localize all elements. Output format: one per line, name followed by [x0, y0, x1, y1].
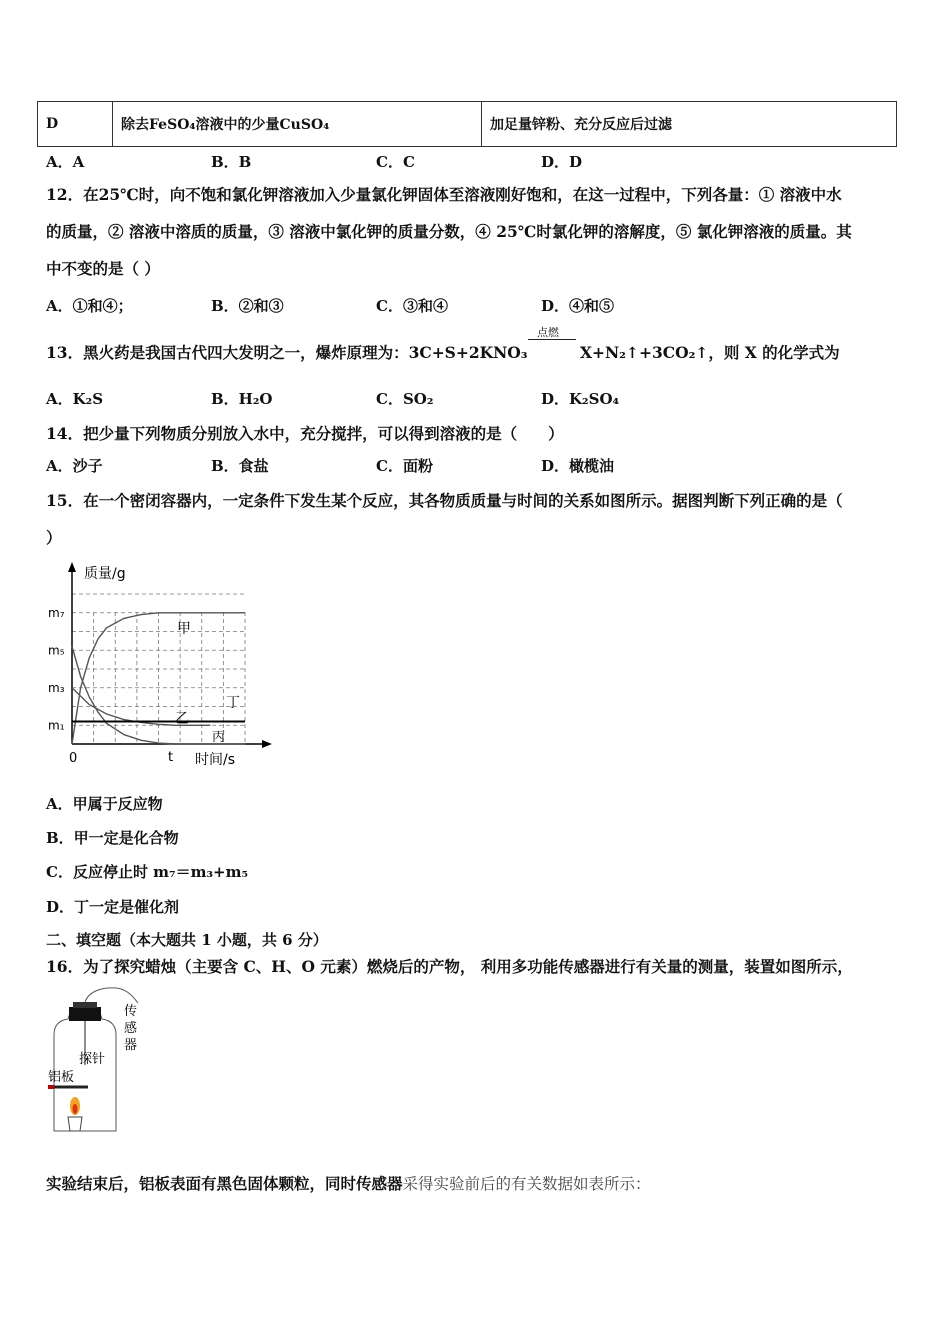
- y-axis-arrow: [68, 562, 76, 572]
- conclusion-bold: 实验结束后，铝板表面有黑色固体颗粒，同时传感器: [46, 1174, 403, 1193]
- option-c[interactable]: C．③和④: [376, 297, 448, 315]
- q13-prefix: 13．黑火药是我国古代四大发明之一，爆炸原理为：3C+S+2KNO₃: [46, 343, 528, 362]
- x-axis-arrow: [262, 740, 272, 748]
- y-tick-m7: m₇: [48, 605, 65, 620]
- table-row: [38, 102, 897, 147]
- option-b[interactable]: B．H₂O: [211, 390, 273, 408]
- series-label-yi: 乙: [175, 711, 189, 727]
- apparatus-diagram: [44, 985, 154, 1135]
- conclusion-normal: 采得实验前后的有关数据如表所示：: [402, 1175, 651, 1193]
- option-b[interactable]: B．B: [211, 153, 252, 171]
- option-c[interactable]: C．SO₂: [376, 390, 434, 408]
- series-label-jia: 甲: [177, 621, 191, 637]
- plate-label: 铝板: [48, 1070, 75, 1085]
- q15-option-d[interactable]: D．丁一定是催化剂: [46, 898, 180, 916]
- q12-line1: 12．在25℃时，向不饱和氯化钾溶液加入少量氯化钾固体至溶液刚好饱和，在这一过程中，下列各量：① 溶液中水: [46, 185, 842, 204]
- option-a[interactable]: A．①和④；: [46, 297, 133, 315]
- section-heading: 二、填空题（本大题共 1 小题，共 6 分）: [46, 931, 328, 949]
- q12-line3: 中不变的是（ ）: [46, 259, 160, 278]
- option-b[interactable]: B．②和③: [211, 297, 284, 315]
- q15-line1: 15．在一个密闭容器内，一定条件下发生某个反应，其各物质质量与时间的关系如图所示。据图判断下列正确的是（: [46, 491, 843, 510]
- option-a[interactable]: A．K₂S: [46, 390, 104, 408]
- series-label-ding: 丁: [226, 695, 240, 711]
- table-cell-label: D: [38, 102, 113, 147]
- option-d[interactable]: D．K₂SO₄: [541, 390, 620, 408]
- q14-stem: 14．把少量下列物质分别放入水中，充分搅拌，可以得到溶液的是（ ）: [46, 424, 564, 443]
- cap-top: [73, 1002, 97, 1008]
- q12-line2: 的质量，② 溶液中溶质的质量，③ 溶液中氯化钾的质量分数，④ 25℃时氯化钾的溶解度，⑤ 氯化钾溶液的质量。其: [46, 222, 852, 241]
- answer-table: [37, 101, 897, 147]
- q12-stem: [46, 176, 906, 287]
- sensor-label: 传感器: [124, 1004, 138, 1053]
- option-a[interactable]: A．沙子: [46, 457, 103, 475]
- q16-stem: 16．为了探究蜡烛（主要含 C、H、O 元素）燃烧后的产物， 利用多功能传感器进行有关量的测量，装置如图所示，: [46, 957, 853, 976]
- conclusion-line: [46, 1172, 651, 1194]
- q13-suffix: X+N₂↑+3CO₂↑，则 X 的化学式为: [580, 343, 840, 362]
- option-d[interactable]: D．D: [541, 153, 583, 171]
- bottle-cap: [69, 1007, 101, 1021]
- option-d[interactable]: D．④和⑤: [541, 297, 615, 315]
- reaction-arrow-line: [528, 339, 576, 340]
- q15-option-c[interactable]: C．反应停止时 m₇＝m₃+m₅: [46, 863, 249, 881]
- mass-time-chart: [40, 560, 280, 775]
- reaction-condition: 点燃: [537, 326, 559, 339]
- origin-label: 0: [69, 751, 78, 766]
- probe-label: 探针: [79, 1052, 106, 1067]
- option-d[interactable]: D．橄榄油: [541, 457, 615, 475]
- sensor-cable: [85, 988, 138, 1003]
- y-axis-label: 质量/g: [84, 566, 126, 582]
- table-cell-task: 除去FeSO₄溶液中的少量CuSO₄: [113, 102, 482, 147]
- option-c[interactable]: C．面粉: [376, 457, 433, 475]
- q15-option-a[interactable]: A．甲属于反应物: [46, 795, 163, 813]
- flame-core: [73, 1104, 78, 1114]
- option-c[interactable]: C．C: [376, 153, 415, 171]
- table-cell-method: 加足量锌粉、充分反应后过滤: [482, 102, 897, 147]
- option-b[interactable]: B．食盐: [211, 457, 269, 475]
- q15-line2: ）: [46, 528, 62, 547]
- y-tick-m5: m₅: [48, 643, 65, 658]
- y-tick-m1: m₁: [48, 718, 65, 733]
- series-yi-line: [72, 688, 210, 726]
- series-label-bing: 丙: [212, 730, 226, 745]
- x-axis-label: 时间/s: [195, 752, 236, 768]
- q15-option-b[interactable]: B．甲一定是化合物: [46, 829, 179, 847]
- x-tick-t: t: [168, 750, 174, 765]
- option-a[interactable]: A．A: [46, 153, 85, 171]
- y-tick-m3: m₃: [48, 680, 65, 695]
